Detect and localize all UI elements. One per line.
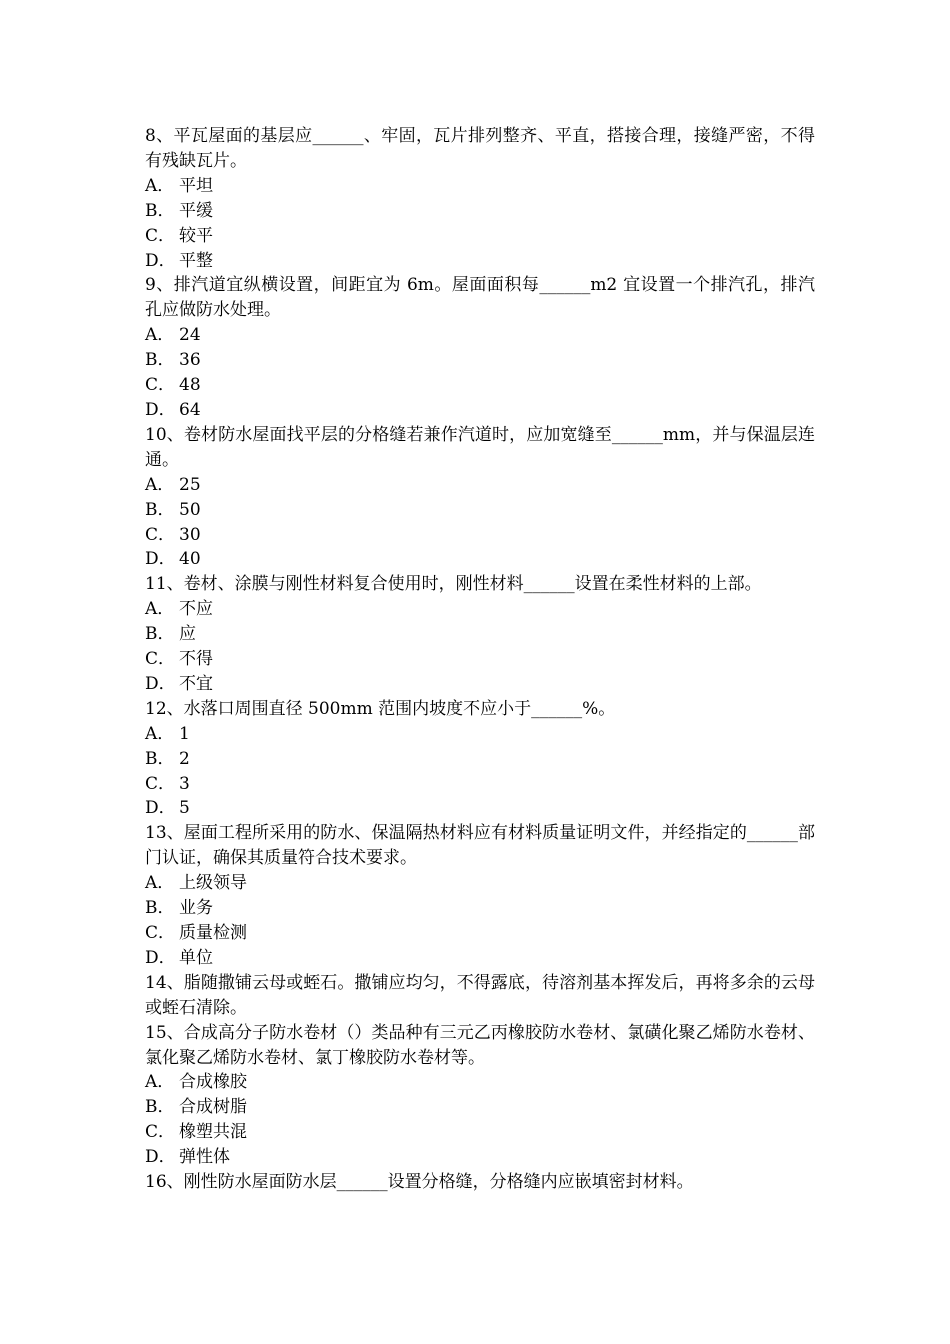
option-letter: A． [145,474,175,495]
option-a [145,1070,815,1095]
option-letter: D． [145,1147,176,1168]
option-letter: B． [145,898,175,919]
option-text: 单位 [179,947,213,968]
option-text: 40 [179,549,201,570]
option-text: 30 [179,524,201,545]
option-letter: D． [145,250,176,271]
option-text: 48 [179,375,201,396]
question-12 [145,697,815,822]
question-stem: 16、刚性防水屋面防水层______设置分格缝，分格缝内应嵌填密封材料。 [145,1172,694,1193]
option-text: 平坦 [179,175,213,196]
question-10 [145,423,815,572]
option-text: 上级领导 [179,873,247,894]
option-letter: B． [145,748,175,769]
option-letter: A． [145,1072,175,1093]
option-c [145,1120,815,1145]
option-text: 不应 [179,599,213,620]
option-b [145,1095,815,1120]
option-text: 2 [179,748,190,769]
option-letter: D． [145,399,176,420]
option-a [145,323,815,348]
option-letter: A． [145,175,175,196]
option-list [145,323,815,423]
option-list [145,174,815,274]
question-stem: 14、脂随撒铺云母或蛭石。撒铺应均匀，不得露底，待溶剂基本挥发后，再将多余的云母或蛭石清除。 [145,972,815,1018]
option-letter: B． [145,350,175,371]
option-c [145,224,815,249]
option-list [145,871,815,971]
question-13 [145,821,815,970]
option-text: 平缓 [179,200,213,221]
option-letter: D． [145,947,176,968]
option-letter: B． [145,624,175,645]
option-text: 不宜 [179,673,213,694]
option-letter: C． [145,773,176,794]
option-c [145,921,815,946]
question-stem: 9、排汽道宜纵横设置，间距宜为 6m。屋面面积每______m2 宜设置一个排汽孔，排汽孔应做防水处理。 [145,275,815,321]
option-letter: C． [145,375,176,396]
option-text: 36 [179,350,201,371]
option-text: 3 [179,773,190,794]
option-c [145,523,815,548]
option-c [145,647,815,672]
question-stem: 8、平瓦屋面的基层应______、牢固，瓦片排列整齐、平直，搭接合理，接缝严密，不得有残缺瓦片。 [145,126,815,171]
option-letter: A． [145,723,175,744]
question-stem: 11、卷材、涂膜与刚性材料复合使用时，刚性材料______设置在柔性材料的上部。 [145,574,762,595]
option-b [145,896,815,921]
option-text: 5 [179,798,190,819]
option-text: 50 [179,499,201,520]
option-a [145,473,815,498]
option-d [145,672,815,697]
option-a [145,174,815,199]
option-c [145,772,815,797]
question-stem: 10、卷材防水屋面找平层的分格缝若兼作汽道时，应加宽缝至______mm，并与保温层连通。 [145,424,815,470]
option-d [145,398,815,423]
option-text: 弹性体 [179,1147,230,1168]
question-9 [145,273,815,422]
option-list [145,473,815,573]
document-page [145,124,815,1195]
option-text: 1 [179,723,190,744]
option-text: 不得 [179,649,213,670]
option-letter: B． [145,1097,175,1118]
question-16 [145,1170,815,1195]
question-11 [145,572,815,697]
option-letter: C． [145,1122,176,1143]
option-letter: A． [145,599,175,620]
option-d [145,1145,815,1170]
question-14 [145,971,815,1021]
option-letter: C． [145,923,176,943]
option-a [145,597,815,622]
option-letter: D． [145,673,176,694]
option-b [145,498,815,523]
option-text: 质量检测 [179,923,247,943]
question-stem: 13、屋面工程所采用的防水、保温隔热材料应有材料质量证明文件，并经指定的______部门认证，确保其质量符合技术要求。 [145,823,815,869]
option-b [145,747,815,772]
option-text: 平整 [179,250,213,271]
option-a [145,722,815,747]
question-stem: 15、合成高分子防水卷材（）类品种有三元乙丙橡胶防水卷材、氯磺化聚乙烯防水卷材、氯化聚乙烯防水卷材、氯丁橡胶防水卷材等。 [145,1022,815,1068]
option-b [145,622,815,647]
option-list [145,722,815,822]
option-letter: D． [145,798,176,819]
option-text: 24 [179,325,201,346]
option-b [145,348,815,373]
option-letter: C． [145,649,176,670]
option-letter: A． [145,325,175,346]
option-letter: A． [145,873,175,894]
option-letter: B． [145,499,175,520]
option-list [145,597,815,697]
option-text: 25 [179,474,201,495]
option-d [145,946,815,971]
option-text: 业务 [179,898,213,919]
option-text: 合成橡胶 [179,1072,247,1093]
option-text: 应 [179,624,196,645]
option-text: 橡塑共混 [179,1122,247,1143]
option-d [145,796,815,821]
option-c [145,373,815,398]
option-b [145,199,815,224]
option-letter: C． [145,524,176,545]
option-a [145,871,815,896]
option-text: 较平 [179,225,213,246]
question-stem: 12、水落口周围直径 500mm 范围内坡度不应小于______%。 [145,698,616,719]
option-letter: C． [145,225,176,246]
option-letter: B． [145,200,175,221]
option-list [145,1070,815,1170]
option-d [145,547,815,572]
question-15 [145,1021,815,1170]
option-text: 64 [179,399,201,420]
option-letter: D． [145,549,176,570]
question-8 [145,124,815,273]
option-d [145,249,815,274]
option-text: 合成树脂 [179,1097,247,1118]
